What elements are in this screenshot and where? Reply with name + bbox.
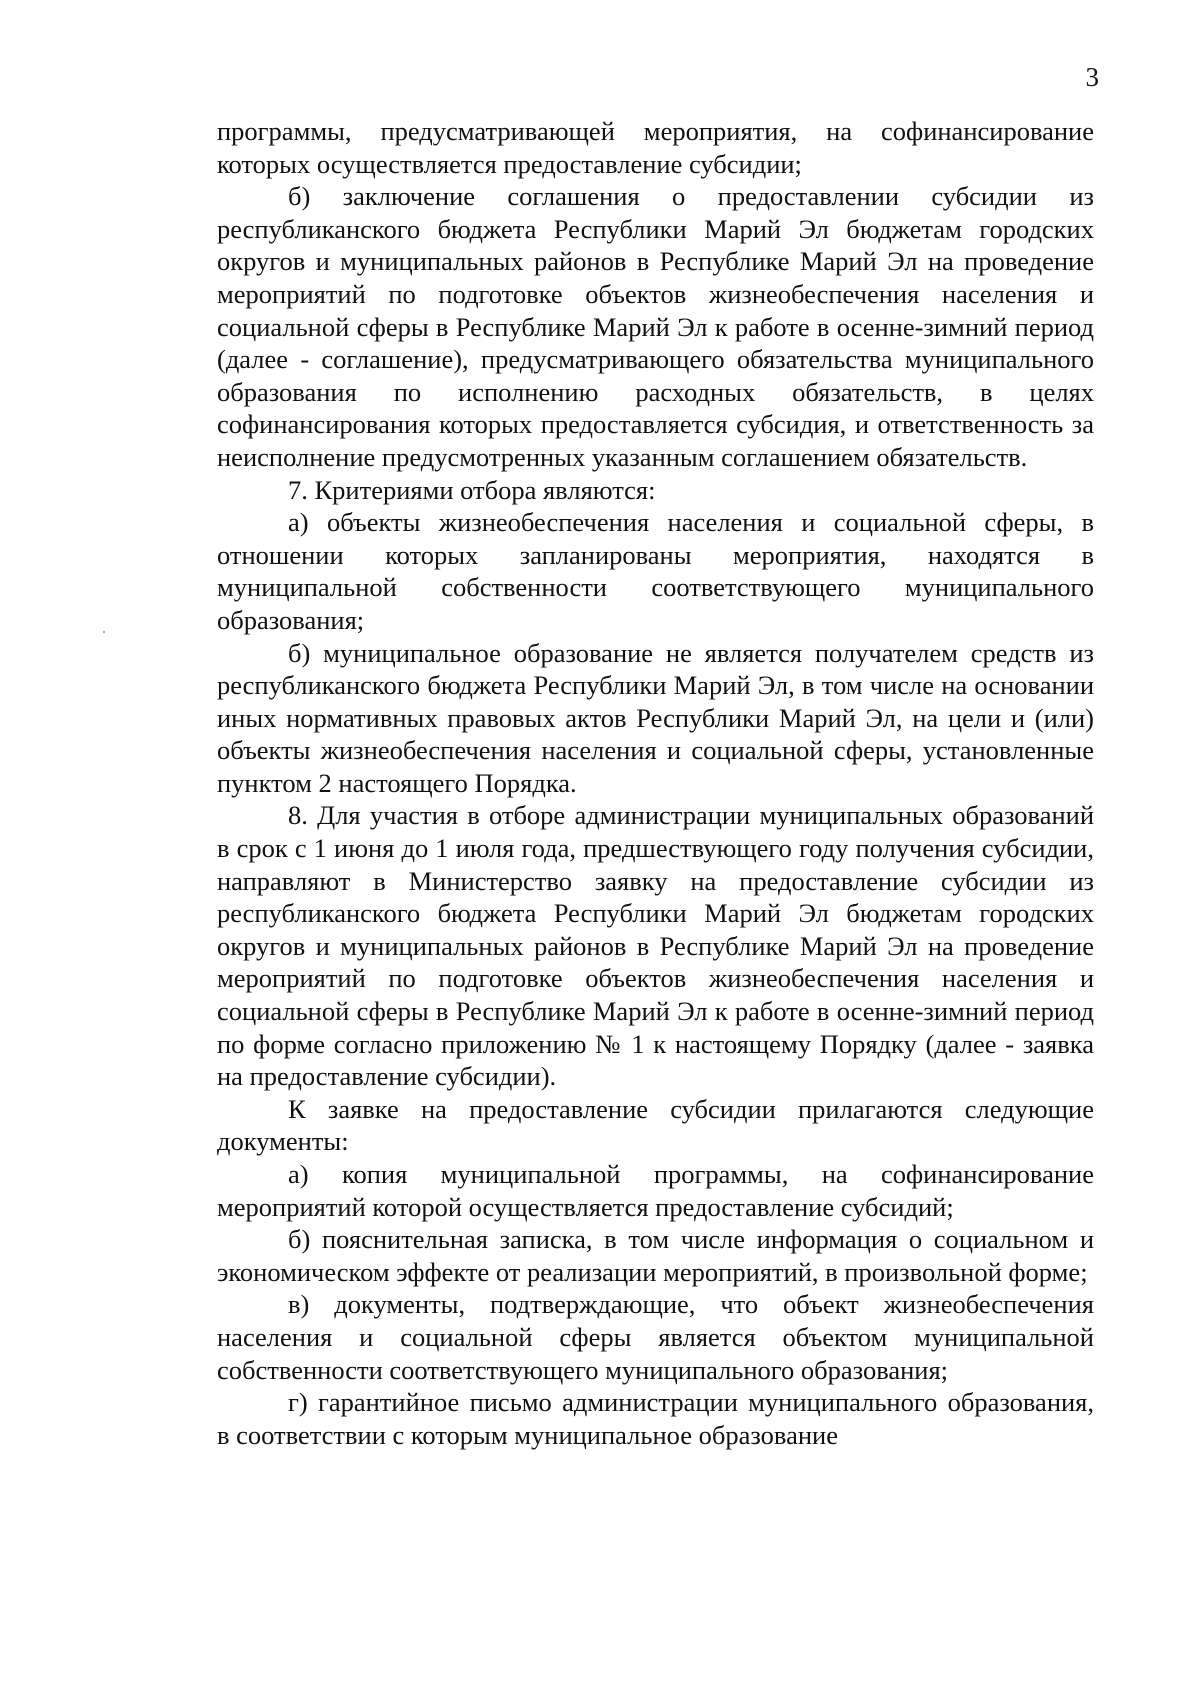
- paragraph-8-application: 8. Для участия в отборе администрации муниципальных образований в срок с 1 июня до 1 июля года, предшествующего году получения субсидии, направляют в Министерство заявку на предоставление субсидии из республиканского бюджета Республики Марий Эл бюджетам городских округов и муниципальных районов в Республике Марий Эл на проведение мероприятий по подготовке объектов жизнеобеспечения населения и социальной сферы в Республике Марий Эл к работе в осенне-зимний период по форме согласно приложению № 1 к настоящему Порядку (далее - заявка на предоставление субсидии).: [217, 800, 1094, 1092]
- scan-speck: [103, 631, 105, 633]
- paragraph-7b: б) муниципальное образование не является получателем средств из республиканского бюджета Республики Марий Эл, в том числе на основании иных нормативных правовых актов Республики Марий Эл, на цели и (или) объекты жизнеобеспечения населения и социальной сферы, установленные пунктом 2 настоящего Порядка.: [217, 637, 1094, 798]
- paragraph-attachment-b: б) пояснительная записка, в том числе информация о социальном и экономическом эффекте от реализации мероприятий, в произвольной форме;: [217, 1224, 1094, 1287]
- paragraph-6b-agreement: б) заключение соглашения о предоставлении субсидии из республиканского бюджета Республики Марий Эл бюджетам городских округов и муниципальных районов в Республике Марий Эл на проведение мероприятий по подготовке объектов жизнеобеспечения населения и социальной сферы в Республике Марий Эл к работе в осенне-зимний период (далее - соглашение), предусматривающего обязательства муниципального образования по исполнению расходных обязательств, в целях софинансирования которых предоставляется субсидия, и ответственность за неисполнение предусмотренных указанным соглашением обязательств.: [217, 181, 1094, 472]
- paragraph-attachments-intro: К заявке на предоставление субсидии прилагаются следующие документы:: [217, 1093, 1094, 1157]
- paragraph-continuation: программы, предусматривающей мероприятия, на софинансирование которых осуществляется предоставление субсидии;: [217, 116, 1094, 179]
- paragraph-attachment-a: а) копия муниципальной программы, на софинансирование мероприятий которой осуществляется предоставление субсидий;: [217, 1159, 1094, 1222]
- document-body: [217, 115, 1094, 1451]
- page-number: 3: [1085, 62, 1099, 92]
- paragraph-7a: а) объекты жизнеобеспечения населения и социальной сферы, в отношении которых запланированы мероприятия, находятся в муниципальной собственности соответствующего муниципального образования;: [217, 507, 1094, 635]
- paragraph-attachment-g: г) гарантийное письмо администрации муниципального образования, в соответствии с которым муниципальное образование: [217, 1387, 1094, 1450]
- paragraph-7-criteria: 7. Критериями отбора являются:: [288, 474, 656, 505]
- paragraph-attachment-v: в) документы, подтверждающие, что объект жизнеобеспечения населения и социальной сферы является объектом муниципальной собственности соответствующего муниципального образования;: [217, 1289, 1094, 1385]
